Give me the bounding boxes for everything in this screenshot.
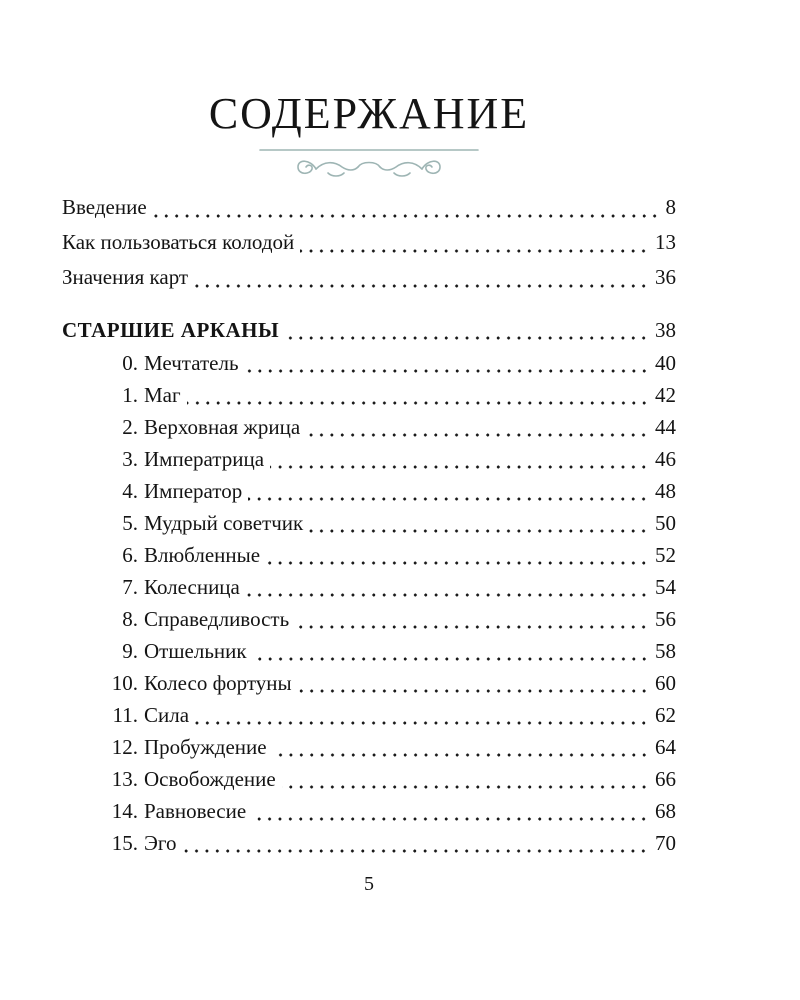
- toc-section-major-arcana[interactable]: [62, 313, 676, 347]
- dot-leader: [266, 548, 649, 568]
- toc-subentry-page: 60: [655, 671, 676, 695]
- toc-subentry-page: 44: [655, 415, 676, 439]
- dot-leader: [300, 236, 649, 256]
- page-number: 5: [364, 873, 374, 895]
- toc-subentry-number: 0.: [122, 351, 138, 375]
- toc-subentry[interactable]: [62, 603, 676, 635]
- ornament-right-curl: [380, 163, 422, 170]
- toc-subentry-page: 68: [655, 799, 676, 823]
- toc-entry-label: Значения карт: [62, 265, 189, 289]
- ornament-left-curl: [316, 163, 358, 170]
- toc-subentry-number: 14.: [111, 799, 138, 823]
- dot-leader: [194, 271, 649, 291]
- dot-leader: [273, 740, 649, 760]
- toc-subentry[interactable]: [62, 507, 676, 539]
- dot-leader: [295, 612, 649, 632]
- toc-subentry-page: 64: [655, 735, 676, 759]
- toc-entry-introduction[interactable]: [62, 190, 676, 225]
- toc-subentry-number: 7.: [122, 575, 138, 599]
- toc-subentry-label: Равновесие: [144, 799, 247, 823]
- toc-subentry[interactable]: [62, 795, 676, 827]
- toc-subentry-label: Колесо фортуны: [144, 671, 292, 695]
- toc-subentry[interactable]: [62, 475, 676, 507]
- toc-subentry-number: 8.: [122, 607, 138, 631]
- page-title: СОДЕРЖАНИЕ: [208, 89, 530, 138]
- toc-subentry-page: 62: [655, 703, 676, 727]
- toc-entry-page: 13: [655, 230, 676, 254]
- toc-subentry[interactable]: [62, 827, 676, 859]
- dot-leader: [285, 323, 649, 343]
- toc-entry-card-meanings[interactable]: [62, 260, 676, 295]
- toc-subentry[interactable]: [62, 571, 676, 603]
- toc-subentry-page: 46: [655, 447, 676, 471]
- toc-subentry-number: 13.: [111, 767, 138, 791]
- dot-leader: [252, 804, 649, 824]
- dot-leader: [253, 644, 649, 664]
- toc-subentry-number: 4.: [122, 479, 138, 503]
- toc-subentry[interactable]: [62, 699, 676, 731]
- toc-subentry-page: 56: [655, 607, 676, 631]
- toc-subentry-label: Маг: [144, 383, 181, 407]
- ornament-right-leaf: [394, 173, 410, 176]
- dot-leader: [245, 356, 649, 376]
- toc-subentry[interactable]: [62, 763, 676, 795]
- toc-subentry-label: Мудрый советчик: [144, 511, 304, 535]
- toc-subentry[interactable]: [62, 379, 676, 411]
- toc-subentry-label: Справедливость: [144, 607, 290, 631]
- ornament-left-scroll: [298, 161, 316, 173]
- toc-subentry-page: 52: [655, 543, 676, 567]
- dot-leader: [248, 484, 649, 504]
- toc-subentry[interactable]: [62, 443, 676, 475]
- toc-subentry-number: 11.: [112, 703, 138, 727]
- toc-entry-page: 8: [665, 195, 676, 219]
- toc-subentry-page: 48: [655, 479, 676, 503]
- toc-subentry-label: Императрица: [144, 447, 265, 471]
- ornament-right-scroll: [422, 161, 440, 173]
- toc-subentry-label: Отшельник: [144, 639, 247, 663]
- toc-subentry-page: 40: [655, 351, 676, 375]
- toc-section-label: СТАРШИЕ АРКАНЫ: [62, 318, 280, 342]
- toc-subentry-page: 58: [655, 639, 676, 663]
- toc-subentry-page: 54: [655, 575, 676, 599]
- toc-subentry-label: Эго: [144, 831, 177, 855]
- toc-subentry-number: 6.: [122, 543, 138, 567]
- toc-subentry-number: 12.: [111, 735, 138, 759]
- dot-leader: [246, 580, 649, 600]
- toc-subentry-number: 10.: [111, 671, 138, 695]
- toc-subentry-number: 5.: [122, 511, 138, 535]
- dot-leader: [195, 708, 649, 728]
- toc-entry-how-to-use[interactable]: [62, 225, 676, 260]
- ornament-divider-icon: [258, 147, 480, 181]
- toc-subentry-label: Император: [144, 479, 243, 503]
- toc-subentry-label: Освобождение: [144, 767, 276, 791]
- toc-subentry-page: 70: [655, 831, 676, 855]
- toc-subentry-page: 42: [655, 383, 676, 407]
- toc-subentry-page: 66: [655, 767, 676, 791]
- toc-subentry-number: 3.: [122, 447, 138, 471]
- toc-subentry[interactable]: [62, 539, 676, 571]
- dot-leader: [187, 388, 649, 408]
- toc-subentry[interactable]: [62, 411, 676, 443]
- toc-subentry[interactable]: [62, 635, 676, 667]
- dot-leader: [270, 452, 649, 472]
- toc-subentry-number: 9.: [122, 639, 138, 663]
- toc-subentry-label: Влюбленные: [144, 543, 261, 567]
- toc-subentry[interactable]: [62, 347, 676, 379]
- toc-subentry[interactable]: [62, 731, 676, 763]
- dot-leader: [182, 836, 649, 856]
- table-of-contents: [62, 190, 676, 859]
- toc-subentry-label: Мечтатель: [144, 351, 239, 375]
- dot-leader: [309, 516, 649, 536]
- dot-leader: [298, 676, 649, 696]
- dot-leader: [153, 201, 660, 221]
- toc-subentry-label: Верховная жрица: [144, 415, 301, 439]
- toc-entry-label: Введение: [62, 195, 147, 219]
- toc-entry-page: 36: [655, 265, 676, 289]
- dot-leader: [306, 420, 649, 440]
- toc-subentry-number: 2.: [122, 415, 138, 439]
- toc-subentry-label: Пробуждение: [144, 735, 267, 759]
- toc-subentry[interactable]: [62, 667, 676, 699]
- toc-subentry-number: 15.: [111, 831, 138, 855]
- dot-leader: [282, 772, 649, 792]
- toc-subentry-label: Сила: [144, 703, 190, 727]
- toc-section-page: 38: [655, 318, 676, 342]
- toc-subentry-label: Колесница: [144, 575, 240, 599]
- ornament-left-leaf: [328, 173, 344, 176]
- toc-subentry-page: 50: [655, 511, 676, 535]
- toc-subentry-number: 1.: [122, 383, 138, 407]
- toc-entry-label: Как пользоваться колодой: [62, 230, 295, 254]
- ornament-center: [358, 163, 380, 168]
